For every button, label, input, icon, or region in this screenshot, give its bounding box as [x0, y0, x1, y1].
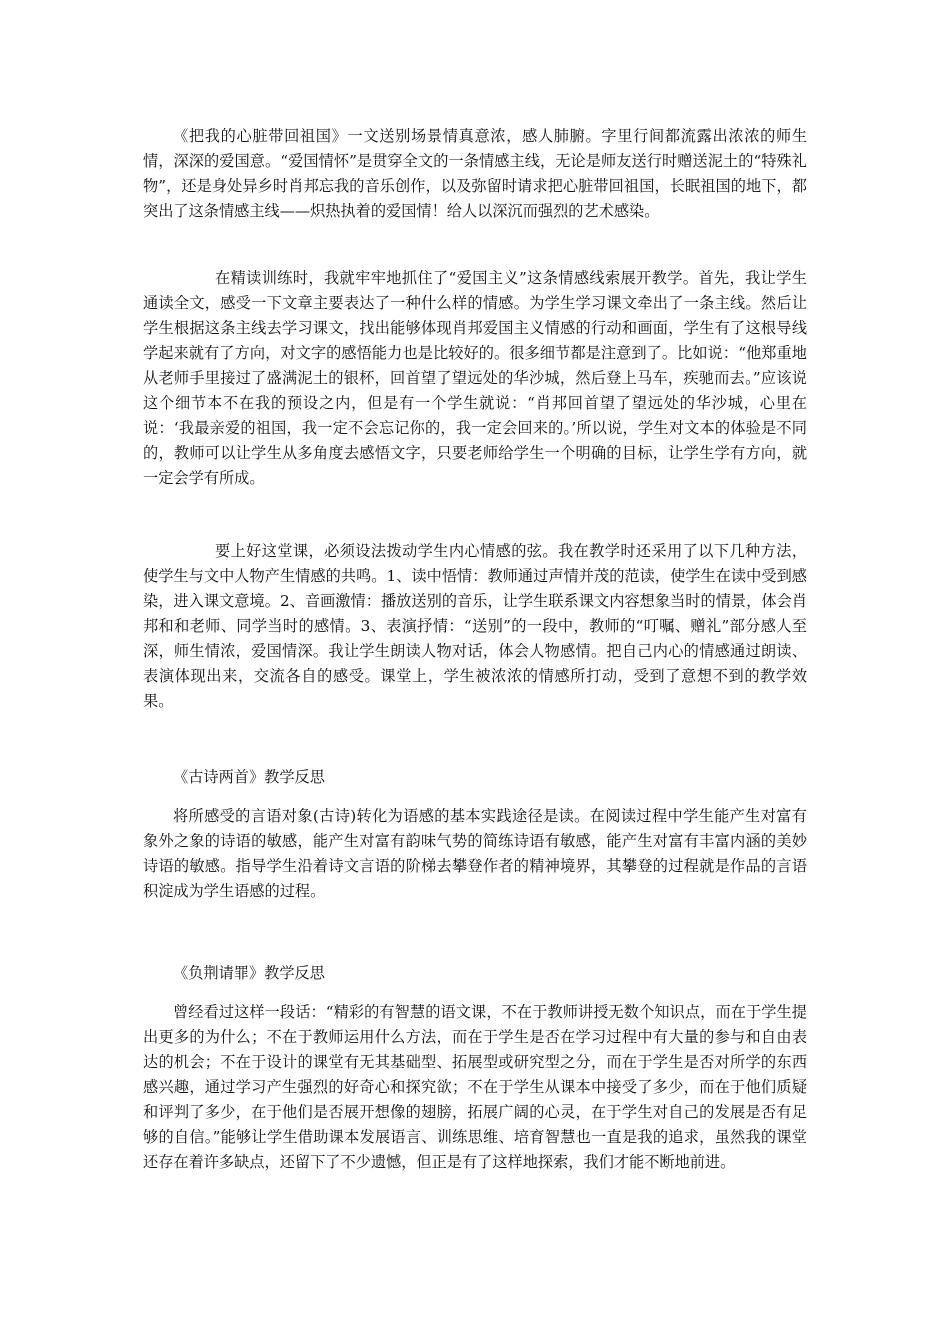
paragraph-heart-to-homeland-intro: 《把我的心脏带回祖国》一文送别场景情真意浓，感人肺腑。字里行间都流露出浓浓的师生情，深深的爱国意。“爱国情怀”是贯穿全文的一条情感主线，无论是师友送行时赠送泥土的“特殊礼物”，还是身处异乡时肖邦忘我的音乐创作，以及弥留时请求把心脏带回祖国，长眠祖国的地下，都突出了这条情感主线——炽热执着的爱国情！给人以深沉而强烈的艺术感染。	[143, 127, 807, 220]
section-heading-fu-jing-qing-zui: 《负荆请罪》教学反思	[173, 964, 325, 982]
section-heading-ancient-poems: 《古诗两首》教学反思	[173, 768, 325, 786]
paragraph-ancient-poems-reflection: 将所感受的言语对象(古诗)转化为语感的基本实践途径是读。在阅读过程中学生能产生对富有象外之象的诗语的敏感，能产生对富有韵味气势的简练诗语有敏感，能产生对富有丰富内涵的美妙诗语的敏感。指导学生沿着诗文言语的阶梯去攀登作者的精神境界，其攀登的过程就是作品的言语积淀成为学生语感的过程。	[143, 807, 807, 900]
paragraph-teaching-methods: 要上好这堂课，必须设法拨动学生内心情感的弦。我在教学时还采用了以下几种方法，使学生与文中人物产生情感的共鸣。1、读中悟情：教师通过声情并茂的范读，使学生在读中受到感染，进入课文意境。2、音画激情：播放送别的音乐，让学生联系课文内容想象当时的情景，体会肖邦和和老师、同学当时的感情。3、表演抒情：“送别”的一段中，教师的“叮嘱、赠礼”部分感人至深，师生情浓，爱国情深。我让学生朗读人物对话，体会人物感情。把自己内心的情感通过朗读、表演体现出来，交流各自的感受。课堂上，学生被浓浓的情感所打动，受到了意想不到的教学效果。	[143, 542, 807, 710]
paragraph-intensive-reading: 在精读训练时，我就牢牢地抓住了“爱国主义”这条情感线索展开教学。首先，我让学生通读全文，感受一下文章主要表达了一种什么样的情感。为学生学习课文牵出了一条主线。然后让学生根据这条主线去学习课文，找出能够体现肖邦爱国主义情感的行动和画面，学生有了这根导线学起来就有了方向，对文字的感悟能力也是比较好的。很多细节都是注意到了。比如说：“他郑重地从老师手里接过了盛满泥土的银杯，回首望了望远处的华沙城，然后登上马车，疾驰而去。”应该说这个细节本不在我的预设之内，但是有一个学生就说：“肖邦回首望了望远处的华沙城，心里在说：‘我最亲爱的祖国，我一定不会忘记你的，我一定会回来的。’所以说，学生对文本的体验是不同的，教师可以让学生从多角度去感悟文字，只要老师给学生一个明确的目标，让学生学有方向，就一定会学有所成。	[143, 269, 807, 487]
paragraph-fu-jing-qing-zui-reflection: 曾经看过这样一段话：“精彩的有智慧的语文课，不在于教师讲授无数个知识点，而在于学生提出更多的为什么；不在于教师运用什么方法，而在于学生是否在学习过程中有大量的参与和自由表达的机会；不在于设计的课堂有无其基础型、拓展型或研究型之分，而在于学生是否对所学的东西感兴趣，通过学习产生强烈的好奇心和探究欲；不在于学生从课本中接受了多少，而在于他们质疑和评判了多少，在于他们是否展开想像的翅膀，拓展广阔的心灵，在于学生对自己的发展是否有足够的自信。”能够让学生借助课本发展语言、训练思维、培育智慧也一直是我的追求，虽然我的课堂还存在着许多缺点，还留下了不少遗憾，但正是有了这样地探索，我们才能不断地前进。	[143, 1003, 807, 1171]
